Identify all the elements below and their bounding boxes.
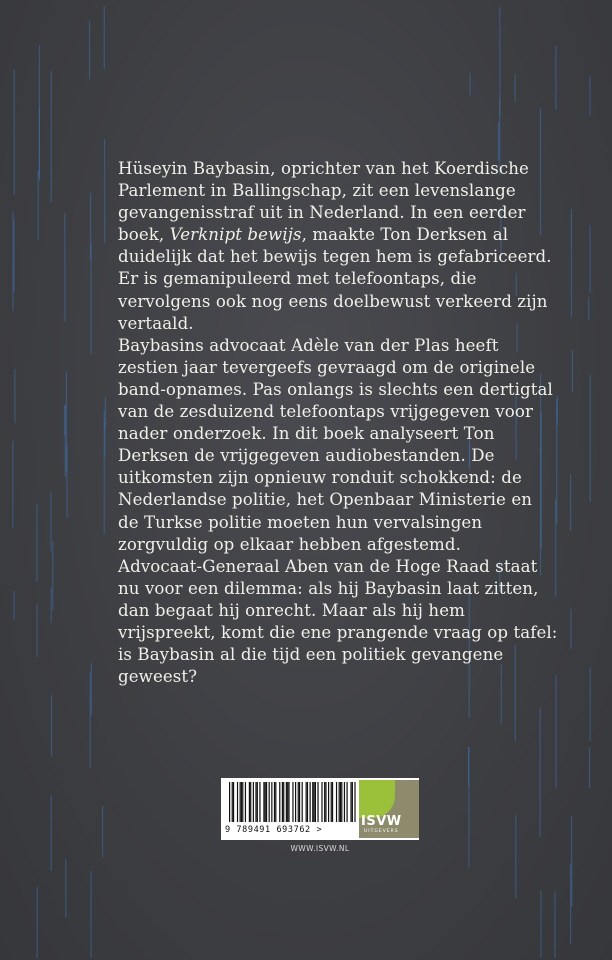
blurb-paragraph-1: Hüseyin Baybasin, oprichter van het Koerdische Parlement in Ballingschap, zit een levenslange gevangenisstraf uit in Nederland. In een eerder boek, Verknipt bewijs, maakte Ton Derksen al duidelijk dat het bewijs tegen hem is gefabriceerd. Er is gemanipuleerd met telefoontaps, die vervolgens ook nog eens doelbewust verkeerd zijn vertaald. xyxy=(118,159,552,333)
logo-subtitle: UITGEVERS xyxy=(364,829,399,834)
logo-green-shape-icon xyxy=(359,780,395,818)
publisher-website: WWW.ISVW.NL xyxy=(290,844,350,853)
barcode-bars-icon xyxy=(221,778,361,826)
isbn-number: 9 789491 693762 > xyxy=(225,825,323,835)
logo-wordmark: ISVW xyxy=(361,814,402,829)
blurb-paragraph-2: Baybasins advocaat Adèle van der Plas heeft zestien jaar tevergeefs gevraagd om de originele band-opnames. Pas onlangs is slechts een dertigtal van de zesduizend telefoontaps vrijgegeven voor nader onderzoek. In dit boek analyseert Ton Derksen de vrijgegeven audiobestanden. De uitkomsten zijn opnieuw ronduit schokkend: de Nederlandse politie, het Openbaar Ministerie en de Turkse politie moeten hun vervalsingen zorgvuldig op elkaar hebben afgestemd. xyxy=(118,335,553,554)
publisher-logo xyxy=(359,780,419,838)
book-title-reference: Verknipt bewijs xyxy=(169,225,302,245)
blurb-paragraph-3: Advocaat-Generaal Aben van de Hoge Raad staat nu voor een dilemma: als hij Baybasin laat zitten, dan begaat hij onrecht. Maar als hij hem vrijspreekt, komt die ene prangende vraag op tafel: is Baybasin al die tijd een politiek gevangene geweest? xyxy=(118,556,558,687)
blurb-text xyxy=(118,158,558,688)
